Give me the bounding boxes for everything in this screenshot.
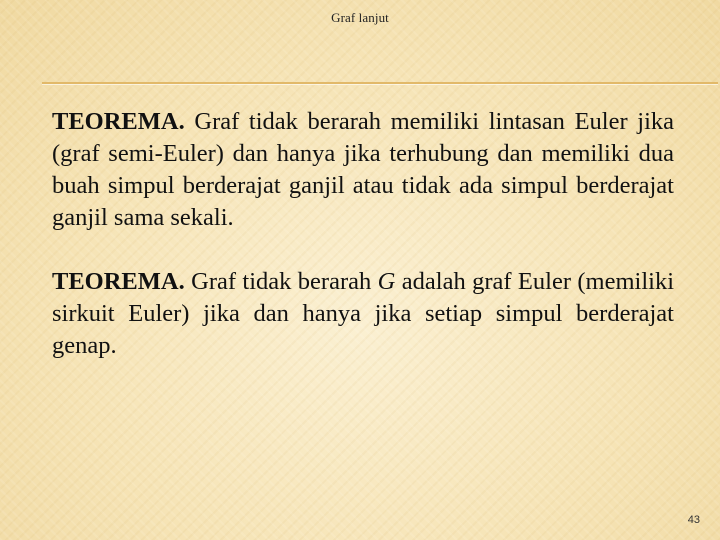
header-divider bbox=[42, 82, 718, 84]
theorem-text-before: Graf tidak berarah bbox=[191, 268, 372, 295]
theorem-text-after: adalah graf Euler (memiliki sirkuit Euler) jika dan hanya jika setiap simpul berderajat genap. bbox=[52, 268, 675, 359]
graph-variable: G bbox=[377, 268, 396, 295]
theorem-label: TEOREMA. bbox=[52, 108, 185, 135]
theorem-text: Graf tidak berarah memiliki lintasan Euler jika (graf semi-Euler) dan hanya jika terhubung dan memiliki dua buah simpul berderajat ganjil atau tidak ada simpul berderajat ganjil sama sekali. bbox=[52, 108, 675, 231]
theorem-paragraph-1 bbox=[52, 106, 674, 234]
page-number: 43 bbox=[687, 514, 700, 526]
theorem-label: TEOREMA. bbox=[52, 268, 185, 295]
slide-content bbox=[52, 106, 674, 394]
theorem-paragraph-2 bbox=[52, 266, 674, 362]
slide-title: Graf lanjut bbox=[331, 10, 389, 25]
